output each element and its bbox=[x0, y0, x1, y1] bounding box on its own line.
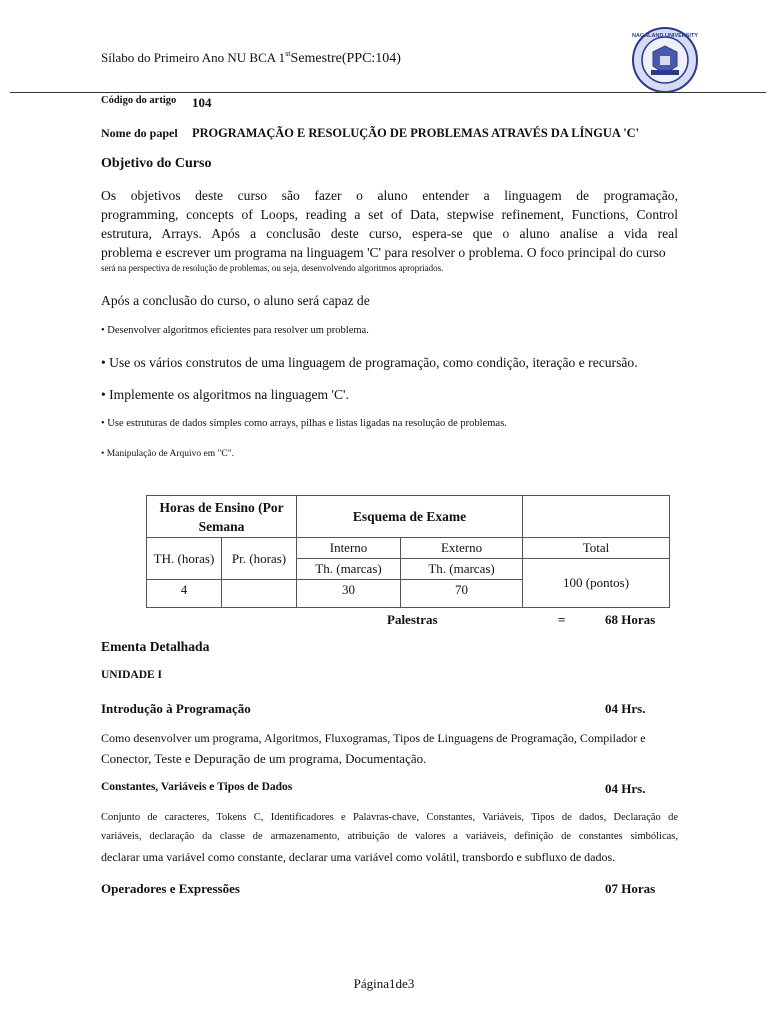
outcome-item: • Desenvolver algoritmos eficientes para resolver um problema. bbox=[101, 325, 369, 336]
total-value: 100 (pontos) bbox=[523, 559, 670, 608]
header-rule bbox=[10, 92, 766, 93]
page-number: Página1de3 bbox=[353, 976, 415, 991]
topic-title: Introdução à Programação bbox=[101, 701, 251, 716]
code-value: 104 bbox=[192, 95, 212, 110]
code-label: Código do artigo bbox=[101, 95, 177, 106]
topic-title: Operadores e Expressões bbox=[101, 881, 240, 896]
external-header: Externo bbox=[401, 538, 523, 559]
topic-hours: 04 Hrs. bbox=[605, 701, 646, 716]
topic-line: Como desenvolver um programa, Algoritmos, Fluxogramas, Tipos de Linguagens de Programação, Compilador e bbox=[101, 731, 646, 745]
internal-header: Interno bbox=[297, 538, 401, 559]
objective-line-1: Os objetivos deste curso são fazer o aluno entender a linguagem de programação, bbox=[101, 188, 678, 203]
th-hours-header: TH. (horas) bbox=[147, 538, 222, 580]
outcome-item: • Implemente os algoritmos na linguagem 'C'. bbox=[101, 387, 349, 402]
header-title-suffix: Semestre(PPC:104) bbox=[290, 51, 401, 66]
outcome-item: • Manipulação de Arquivo em "C". bbox=[101, 449, 234, 459]
th-hours-value: 4 bbox=[147, 580, 222, 608]
lectures-eq: = bbox=[558, 612, 566, 627]
syllabus-heading: Ementa Detalhada bbox=[101, 639, 210, 654]
teaching-hours-header: Horas de Ensino (Por Semana bbox=[147, 496, 297, 538]
external-value: 70 bbox=[401, 580, 523, 608]
topic-line: declarar uma variável como constante, declarar uma variável como volátil, transbordo e subfluxo de dados. bbox=[101, 850, 616, 864]
header-title-prefix: Sílabo do Primeiro Ano NU BCA 1 bbox=[101, 50, 286, 65]
paper-value: PROGRAMAÇÃO E RESOLUÇÃO DE PROBLEMAS ATRAVÉS DA LÍNGUA 'C' bbox=[192, 126, 640, 140]
topic-title: Constantes, Variáveis e Tipos de Dados bbox=[101, 781, 293, 793]
external-marks-header: Th. (marcas) bbox=[401, 559, 523, 580]
objective-line-5: será na perspectiva de resolução de problemas, ou seja, desenvolvendo algoritmos apropriados. bbox=[101, 263, 444, 273]
topic-line: Conector, Teste e Depuração de um programa, Documentação. bbox=[101, 751, 427, 766]
topic-line: Conjunto de caracteres, Tokens C, Identificadores e Palavras-chave, Constantes, Variáveis, Tipos de dados, Declaração de bbox=[101, 812, 678, 823]
topic-line: variáveis, declaração da classe de armazenamento, atribuição de valores a variáveis, definição de constantes simbólicas, bbox=[101, 831, 678, 842]
header-title bbox=[101, 49, 401, 67]
objective-line-2: programming, concepts of Loops, reading a set of Data, stepwise refinement, Functions, Control bbox=[101, 207, 678, 222]
outcome-item: • Use os vários construtos de uma linguagem de programação, como condição, iteração e recursão. bbox=[101, 355, 638, 370]
internal-value: 30 bbox=[297, 580, 401, 608]
objective-line-3: estrutura, Arrays. Após a conclusão deste curso, espera-se que o aluno analise a vida real bbox=[101, 226, 678, 241]
lectures-label: Palestras bbox=[387, 612, 438, 627]
internal-marks-header: Th. (marcas) bbox=[297, 559, 401, 580]
header-title-sup: st bbox=[285, 49, 291, 58]
unit-heading: UNIDADE I bbox=[101, 669, 163, 681]
blank-header-cell bbox=[523, 496, 670, 538]
pr-hours-header: Pr. (horas) bbox=[222, 538, 297, 580]
university-seal-icon bbox=[631, 26, 699, 94]
outcomes-intro: Após a conclusão do curso, o aluno será capaz de bbox=[101, 293, 370, 308]
paper-label: Nome do papel bbox=[101, 126, 178, 140]
outcome-item: • Use estruturas de dados simples como arrays, pilhas e listas ligadas na resolução de problemas. bbox=[101, 418, 507, 429]
topic-hours: 04 Hrs. bbox=[605, 781, 646, 796]
total-header: Total bbox=[523, 538, 670, 559]
exam-scheme-table bbox=[146, 495, 670, 608]
topic-hours: 07 Horas bbox=[605, 881, 656, 896]
exam-scheme-header: Esquema de Exame bbox=[297, 496, 523, 538]
objective-line-4: problema e escrever um programa na linguagem 'C' para resolver o problema. O foco principal do curso bbox=[101, 245, 666, 260]
pr-hours-value bbox=[222, 580, 297, 608]
lectures-value: 68 Horas bbox=[605, 612, 656, 627]
objective-heading: Objetivo do Curso bbox=[101, 156, 212, 171]
seal-text: NAGALAND UNIVERSITY bbox=[631, 33, 699, 39]
